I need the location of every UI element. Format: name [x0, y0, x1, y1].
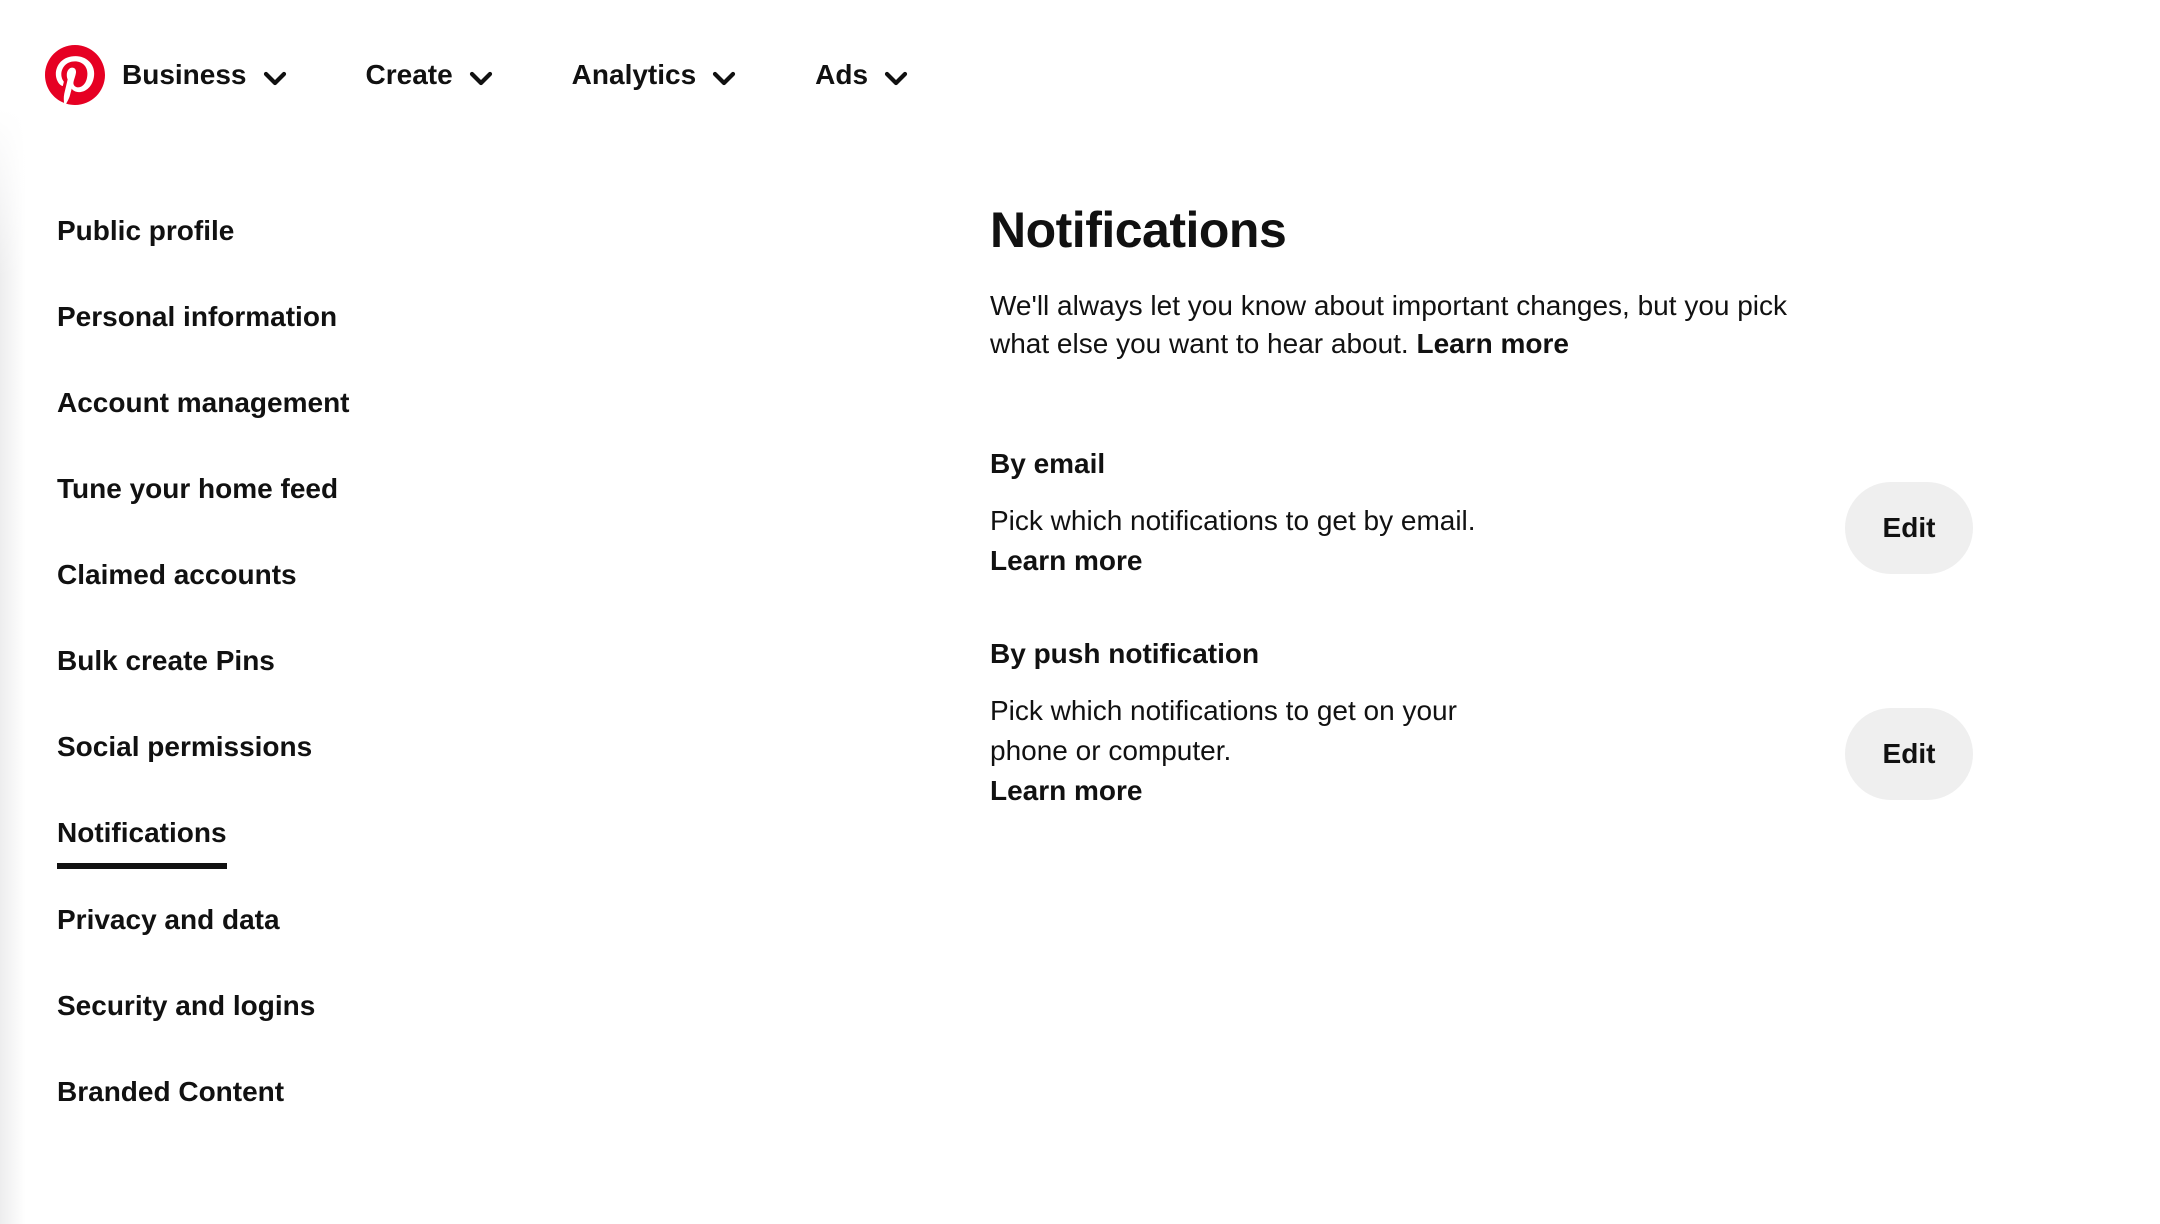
sidebar-item-privacy-and-data[interactable]: Privacy and data — [57, 904, 280, 935]
nav-menu — [122, 59, 909, 91]
sidebar-item-tune-your-home-feed[interactable]: Tune your home feed — [57, 473, 339, 504]
edit-email-notifications-button[interactable]: Edit — [1845, 482, 1973, 574]
nav-ads[interactable] — [815, 59, 909, 91]
settings-sidebar — [0, 105, 990, 1160]
by-push-title: By push notification — [990, 638, 1260, 669]
sidebar-item-social-permissions[interactable]: Social permissions — [57, 731, 313, 762]
sidebar-item-branded-content[interactable]: Branded Content — [57, 1076, 285, 1107]
chevron-down-icon — [262, 65, 288, 91]
nav-business[interactable] — [122, 59, 288, 91]
settings-layout — [0, 105, 2160, 1160]
edit-push-notifications-button[interactable]: Edit — [1845, 708, 1973, 800]
nav-ads-label: Ads — [815, 59, 869, 90]
notifications-settings-panel — [990, 105, 1973, 867]
by-push-notification-section — [990, 637, 1973, 811]
nav-create[interactable] — [366, 59, 494, 91]
page-title: Notifications — [990, 202, 1287, 258]
by-email-section — [990, 447, 1973, 581]
chevron-down-icon — [883, 65, 909, 91]
nav-create-label: Create — [365, 59, 453, 90]
sidebar-item-account-management[interactable]: Account management — [57, 387, 350, 418]
chevron-down-icon — [468, 65, 494, 91]
by-push-description: Pick which notifications to get on your phone or computer. — [990, 695, 1457, 766]
sidebar-item-personal-information[interactable]: Personal information — [57, 301, 338, 332]
page-description: We'll always let you know about important changes, but you pick what else you want to hear about. Learn more — [990, 290, 1788, 359]
top-nav — [0, 0, 2160, 105]
learn-more-link[interactable]: Learn more — [990, 775, 1143, 806]
sidebar-item-notifications[interactable]: Notifications — [57, 815, 227, 869]
by-email-title: By email — [990, 448, 1106, 479]
sidebar-item-bulk-create-pins[interactable]: Bulk create Pins — [57, 645, 275, 676]
nav-analytics-label: Analytics — [571, 59, 697, 90]
learn-more-link[interactable]: Learn more — [990, 545, 1143, 576]
learn-more-link[interactable]: Learn more — [1416, 328, 1569, 359]
sidebar-item-security-and-logins[interactable]: Security and logins — [57, 990, 316, 1021]
by-email-description: Pick which notifications to get by email. — [990, 505, 1476, 536]
pinterest-logo-icon[interactable] — [45, 45, 105, 105]
chevron-down-icon — [711, 65, 737, 91]
sidebar-item-claimed-accounts[interactable]: Claimed accounts — [57, 559, 297, 590]
nav-analytics[interactable] — [572, 59, 738, 91]
sidebar-item-public-profile[interactable]: Public profile — [57, 215, 235, 246]
nav-business-label: Business — [122, 59, 247, 90]
